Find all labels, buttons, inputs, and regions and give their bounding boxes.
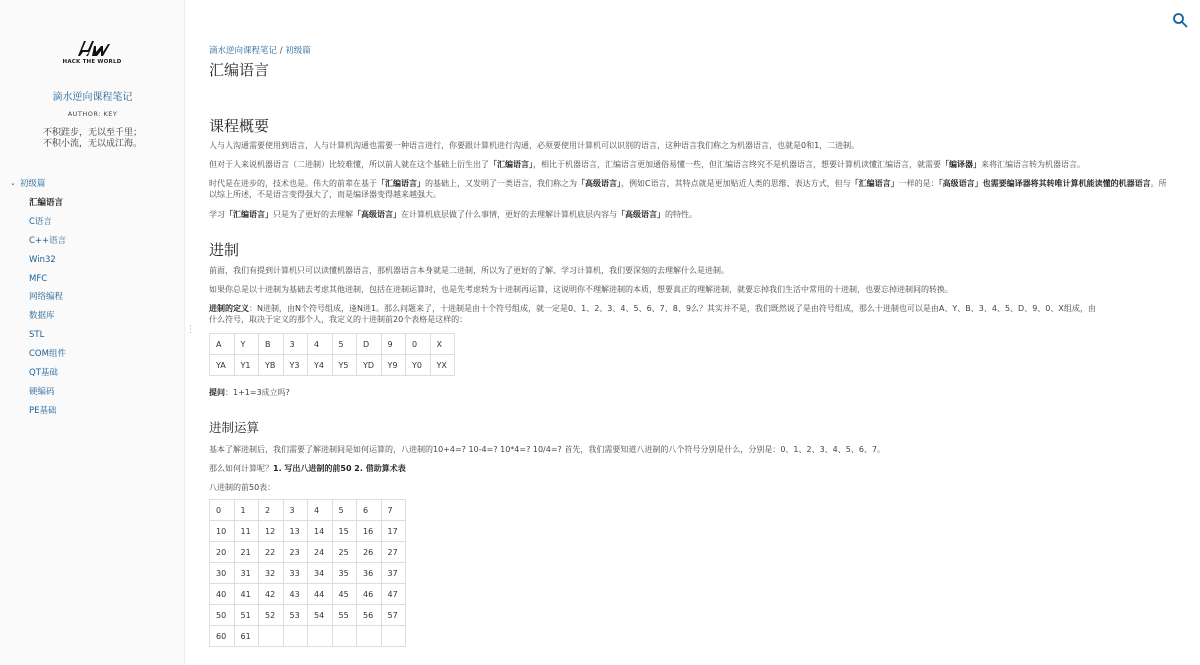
table-cell: 2 xyxy=(259,500,284,521)
page-title: 汇编语言 xyxy=(209,61,270,79)
table-cell: YB xyxy=(259,355,284,376)
table-cell: 21 xyxy=(234,542,259,563)
table-cell: 57 xyxy=(381,605,406,626)
table-cell: 31 xyxy=(234,563,259,584)
table-cell: Y5 xyxy=(332,355,357,376)
sidebar-item-cpp[interactable]: C++语言 xyxy=(29,235,67,246)
paragraph: 时代是在进步的，技术也是。伟大的前辈在基于「汇编语言」的基础上，又发明了一类语言，我们称之为「高级语言」，例如C语言，其特点就是更加贴近人类的思维、表达方式，但与「汇编语言」一样的是：「高级语言」也需要编译器将其转唯计算机能读懂的机器语言。所以综上所述，不是语言变得强大了，而是编译器变得越来越强大。 xyxy=(209,179,1167,199)
table-cell: 7 xyxy=(381,500,406,521)
table-cell: 4 xyxy=(308,334,333,355)
table-cell: 45 xyxy=(332,584,357,605)
paragraph: 但对于人来说机器语言（二进制）比较难懂，所以前人就在这个基础上衍生出了「汇编语言」，相比于机器语言，汇编语言更加通俗易懂一些，但汇编语言终究不是机器语言，想要计算机读懂汇编语言，就需要「编译器」来将汇编语言转为机器语言。 xyxy=(209,160,1085,169)
table-cell xyxy=(332,626,357,647)
breadcrumb xyxy=(209,44,1171,56)
breadcrumb-root[interactable]: 滴水逆向课程笔记 xyxy=(209,46,278,56)
nav-section-label: 初级篇 xyxy=(19,179,46,189)
sidebar-item-database[interactable]: 数据库 xyxy=(29,311,55,322)
table-cell: 35 xyxy=(332,563,357,584)
table-row xyxy=(210,521,406,542)
paragraph: 前面，我们有提到计算机只可以读懂机器语言，那机器语言本身就是二进制，所以为了更好的了解、学习计算机，我们要深刻的去理解什么是进制。 xyxy=(209,266,729,275)
table-cell: 5 xyxy=(332,334,357,355)
author-label: AUTHOR: KEY xyxy=(67,110,118,118)
search-icon[interactable] xyxy=(1172,12,1188,28)
table-cell: 13 xyxy=(283,521,308,542)
sidebar-item-stl[interactable]: STL xyxy=(29,330,45,341)
table-cell: 40 xyxy=(210,584,235,605)
table-cell: 44 xyxy=(308,584,333,605)
table-cell: 55 xyxy=(332,605,357,626)
table-cell: 14 xyxy=(308,521,333,542)
octal-first-50-table xyxy=(209,499,406,647)
sidebar-nav xyxy=(10,176,180,421)
table-cell: B xyxy=(259,334,284,355)
table-cell xyxy=(381,626,406,647)
table-cell: Y xyxy=(234,334,259,355)
custom-decimal-table xyxy=(209,333,455,376)
table-cell: 0 xyxy=(406,334,431,355)
sidebar-item-win32[interactable]: Win32 xyxy=(29,254,56,265)
table-cell: 33 xyxy=(283,563,308,584)
motto-line-2: 不积小流，无以成江海。 xyxy=(42,139,142,149)
paragraph: 进制的定义：N进制，由N个符号组成，逢N进1。那么问题来了，十进制是由十个符号组成，就一定是0、1、2、3、4、5、6、7、8、9么？其实并不是，我们既然说了是由符号组成，那么十进制也可以是由A、Y、B、3、4、5、D、9、0、X组成，由 什么符号，取决于定义的那个人，我定义的十进制前20个表格是这样的： xyxy=(209,304,1096,324)
motto-line-1: 不积跬步，无以至千里； xyxy=(42,128,142,138)
sidebar-item-com[interactable]: COM组件 xyxy=(29,349,66,360)
table-cell: 60 xyxy=(210,626,235,647)
paragraph: 八进制的前50表： xyxy=(209,483,276,492)
table-cell: 6 xyxy=(357,500,382,521)
table-cell: 25 xyxy=(332,542,357,563)
table-row xyxy=(210,334,455,355)
table-cell: 51 xyxy=(234,605,259,626)
table-cell: 17 xyxy=(381,521,406,542)
table-cell: YX xyxy=(430,355,455,376)
table-cell: 34 xyxy=(308,563,333,584)
table-cell: YD xyxy=(357,355,382,376)
table-cell: 4 xyxy=(308,500,333,521)
table-cell: 15 xyxy=(332,521,357,542)
heading-course-overview: 课程概要 xyxy=(209,117,270,135)
table-cell: Y0 xyxy=(406,355,431,376)
sidebar xyxy=(0,0,185,665)
table-cell: 56 xyxy=(357,605,382,626)
chevron-down-icon[interactable]: ⌄ xyxy=(10,179,16,187)
table-row xyxy=(210,584,406,605)
table-cell: 22 xyxy=(259,542,284,563)
hack-the-world-logo[interactable] xyxy=(76,38,112,58)
table-cell: 24 xyxy=(308,542,333,563)
heading-number-base: 进制 xyxy=(209,241,240,259)
table-cell: 50 xyxy=(210,605,235,626)
sidebar-item-hardcode[interactable]: 硬编码 xyxy=(29,386,55,397)
table-cell: 5 xyxy=(332,500,357,521)
table-cell: 61 xyxy=(234,626,259,647)
table-cell: 41 xyxy=(234,584,259,605)
table-cell: 53 xyxy=(283,605,308,626)
table-cell: 3 xyxy=(283,500,308,521)
table-cell: D xyxy=(357,334,382,355)
table-cell xyxy=(357,626,382,647)
table-cell: 1 xyxy=(234,500,259,521)
table-cell xyxy=(259,626,284,647)
table-cell: 37 xyxy=(381,563,406,584)
table-cell: A xyxy=(210,334,235,355)
table-cell: 32 xyxy=(259,563,284,584)
site-title[interactable]: 滴水逆向课程笔记 xyxy=(52,92,133,103)
paragraph: 那么如何计算呢？1. 写出八进制的前50 2. 借助算术表 xyxy=(209,464,406,473)
table-row xyxy=(210,626,406,647)
sidebar-resize-handle[interactable] xyxy=(186,325,190,339)
table-cell: 43 xyxy=(283,584,308,605)
table-row xyxy=(210,500,406,521)
table-cell: 36 xyxy=(357,563,382,584)
table-row xyxy=(210,542,406,563)
table-cell: 52 xyxy=(259,605,284,626)
table-cell: 3 xyxy=(283,334,308,355)
table-cell: 11 xyxy=(234,521,259,542)
table-row xyxy=(210,563,406,584)
paragraph: 人与人沟通需要使用到语言，人与计算机沟通也需要一种语言进行，你要跟计算机进行沟通，必须要使用计算机可以识别的语言，这种语言我们称之为机器语言，也就是0和1，二进制。 xyxy=(209,141,860,150)
table-cell: 0 xyxy=(210,500,235,521)
paragraph: 学习「汇编语言」只是为了更好的去理解「高级语言」在计算机底层做了什么事情，更好的去理解计算机底层内容与「高级语言」的特性。 xyxy=(209,210,697,219)
sidebar-item-c[interactable]: C语言 xyxy=(29,216,52,227)
table-cell: 47 xyxy=(381,584,406,605)
table-row xyxy=(210,605,406,626)
table-cell: 9 xyxy=(381,334,406,355)
sidebar-item-qt[interactable]: QT基础 xyxy=(29,368,58,379)
table-cell: YA xyxy=(210,355,235,376)
table-cell: X xyxy=(430,334,455,355)
motto xyxy=(0,128,185,150)
heading-base-arithmetic: 进制运算 xyxy=(209,420,260,435)
table-cell xyxy=(283,626,308,647)
table-cell: 46 xyxy=(357,584,382,605)
breadcrumb-section[interactable]: 初级篇 xyxy=(285,46,311,56)
table-cell: 20 xyxy=(210,542,235,563)
table-cell: 26 xyxy=(357,542,382,563)
sidebar-item-pe[interactable]: PE基础 xyxy=(29,405,57,416)
table-cell: Y1 xyxy=(234,355,259,376)
table-cell: 23 xyxy=(283,542,308,563)
paragraph: 基本了解进制后，我们需要了解进制间是如何运算的，八进制的10+4=? 10-4=? 10*4=? 10/4=? 首先，我们需要知道八进制的八个符号分别是什么，分别是：0、1、2、3、4、5、6、7。 xyxy=(209,445,886,454)
table-cell: 27 xyxy=(381,542,406,563)
table-cell: 12 xyxy=(259,521,284,542)
table-row xyxy=(210,355,455,376)
table-cell: Y3 xyxy=(283,355,308,376)
sidebar-item-mfc[interactable]: MFC xyxy=(29,273,48,284)
paragraph: 提问：1+1=3成立吗? xyxy=(209,388,290,397)
sidebar-item-assembly[interactable]: 汇编语言 xyxy=(29,198,64,208)
table-cell: 10 xyxy=(210,521,235,542)
logo-text: HACK THE WORLD xyxy=(62,59,122,65)
paragraph: 如果你总是以十进制为基础去考虑其他进制，包括在进制运算时，也是先考虑转为十进制再运算，这说明你不理解进制的本质，想要真正的理解进制，就要忘掉我们生活中常用的十进制，也要忘掉进制间的转换。 xyxy=(209,285,953,294)
table-cell: Y9 xyxy=(381,355,406,376)
table-cell xyxy=(308,626,333,647)
table-cell: Y4 xyxy=(308,355,333,376)
nav-section-beginner[interactable] xyxy=(10,176,180,190)
breadcrumb-separator: / xyxy=(277,46,286,56)
table-cell: 42 xyxy=(259,584,284,605)
table-cell: 16 xyxy=(357,521,382,542)
table-cell: 54 xyxy=(308,605,333,626)
sidebar-item-network[interactable]: 网络编程 xyxy=(29,292,64,303)
table-cell: 30 xyxy=(210,563,235,584)
main-content xyxy=(209,44,1171,641)
